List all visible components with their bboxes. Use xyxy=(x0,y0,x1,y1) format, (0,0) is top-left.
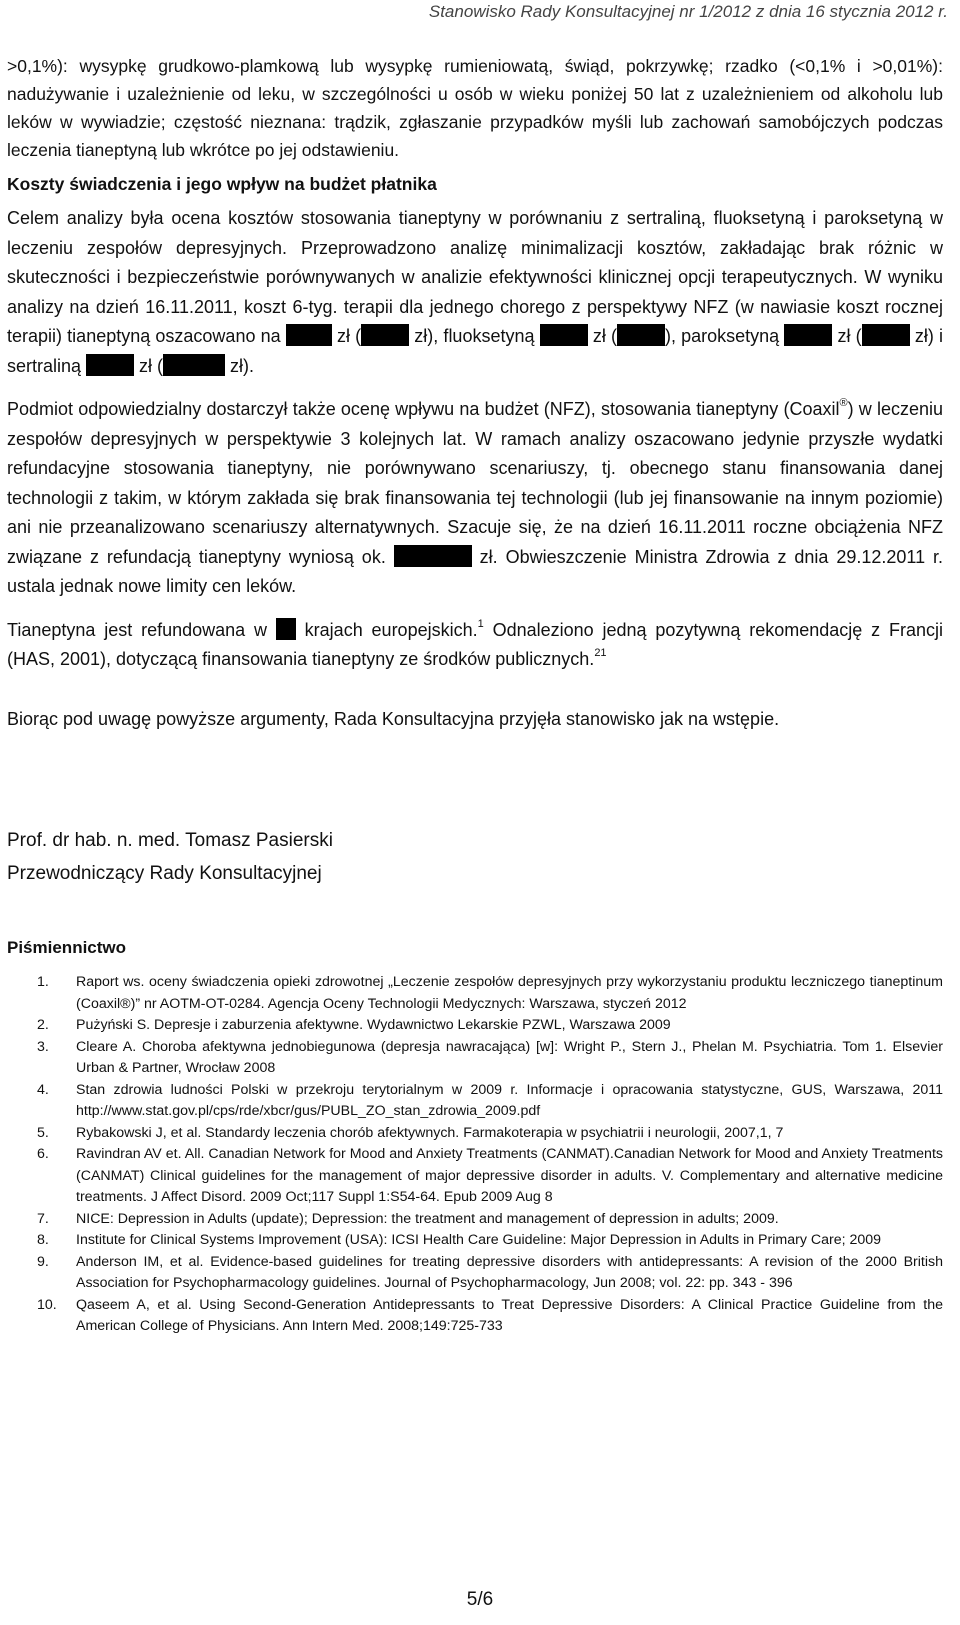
page-number: 5/6 xyxy=(466,1589,494,1610)
signature-role: Przewodniczący Rady Konsultacyjnej xyxy=(7,863,322,884)
redacted-box xyxy=(862,324,910,346)
paragraph-cost-analysis xyxy=(7,204,943,381)
reference-item: 6. Ravindran AV et. All. Canadian Network for Mood and Anxiety Treatments (CANMAT).Canadian Network for Mood and Anxiety Treatments (CANMAT) Clinical guidelines for the management of major depressive disorder in adults. V. Complementary and alternative medicine treatments. J Affect Disord. 2009 Oct;117 Suppl 1:S54-64. Epub 2009 Aug 8 xyxy=(37,1146,943,1205)
reference-item: 8. Institute for Clinical Systems Improvement (USA): ICSI Health Care Guideline: Major Depression in Adults in Primary Care; 2009 xyxy=(37,1232,882,1248)
paragraph-reimbursement xyxy=(7,616,943,675)
redacted-box xyxy=(361,324,409,346)
document-body xyxy=(7,52,943,1338)
redacted-box xyxy=(784,324,832,346)
footnote-ref: 1 xyxy=(477,617,484,630)
paragraph-budget-impact xyxy=(7,395,943,602)
reimb-text-1: Tianeptyna jest refundowana w xyxy=(7,619,276,640)
reference-item: 1. Raport ws. oceny świadczenia opieki zdrowotnej „Leczenie zespołów depresyjnych przy wykorzystaniu produktu leczniczego tianeptinum (Coaxil®)” nr AOTM-OT-0284. Agencja Oceny Technologii Medycznych: Warszawa, styczeń 2012 xyxy=(37,974,943,1012)
reference-item: 3. Cleare A. Choroba afektywna jednobiegunowa (depresja nawracająca) [w]: Wright P., Stern J., Phelan M. Psychiatria. Tom 1. Elsevier Urban & Partner, Wrocław 2008 xyxy=(37,1038,943,1076)
references-heading: Piśmiennictwo xyxy=(7,938,127,957)
cost-text-3: zł), fluoksetyną xyxy=(409,326,540,346)
section-heading-costs: Koszty świadczenia i jego wpływ na budżet płatnika xyxy=(7,174,437,194)
redacted-box xyxy=(163,354,225,376)
reference-item: 7. NICE: Depression in Adults (update); Depression: the treatment and management of depression in adults; 2009. xyxy=(37,1210,779,1227)
reference-item: 9. Anderson IM, et al. Evidence-based guidelines for treating depressive disorders with antidepressants: A revision of the 2000 British Association for Psychopharmacology guidelines. Journal of Psychopharmacology, Jun 2008; vol. 22: pp. 343 - 396 xyxy=(37,1253,943,1291)
redacted-box xyxy=(617,324,665,346)
redacted-box xyxy=(286,324,332,346)
running-header: Stanowisko Rady Konsultacyjnej nr 1/2012 z dnia 16 stycznia 2012 r. xyxy=(428,2,948,21)
references-list xyxy=(7,972,943,1338)
redacted-box xyxy=(394,545,472,567)
cost-text-1: Celem analizy była ocena kosztów stosowania tianeptyny w porównaniu z sertraliną, fluoksetyną i paroksetyną w leczeniu zespołów depresyjnych. Przeprowadzono analizę minimalizacji kosztów, zakładając brak różnic w skuteczności i bezpieczeństwie porównywanych w analizie efektywności klinicznej opcji terapeutycznych. W wyniku analizy na dzień 16.11.2011, koszt 6-tyg. terapii dla jednego chorego z perspektywy NFZ (w nawiasie koszt rocznej terapii) tianeptyną oszacowano na xyxy=(7,208,943,346)
reference-item: 4. Stan zdrowia ludności Polski w przekroju terytorialnym w 2009 r. Informacje i opracowania statystyczne, GUS, Warszawa, 2011 http://www.stat.gov.pl/cps/rde/xbcr/gus/PUBL_ZO_stan_zdrowia_2009.pdf xyxy=(37,1081,943,1119)
reimb-text-3: Odnaleziono jedną pozytywną rekomendację z Francji (HAS, 2001), dotyczącą finansowania tianeptyny ze środków publicznych. xyxy=(7,619,943,669)
cost-text-4: zł ( xyxy=(587,326,617,346)
reimb-text-2: krajach europejskich. xyxy=(295,619,478,640)
cost-text-9: zł). xyxy=(225,355,255,376)
paragraph-conclusion: Biorąc pod uwagę powyższe argumenty, Rada Konsultacyjna przyjęła stanowisko jak na wstępie. xyxy=(7,708,780,729)
cost-text-8: zł ( xyxy=(134,355,164,376)
paragraph-adverse-effects: >0,1%): wysypkę grudkowo-plamkową lub wysypkę rumieniowatą, świąd, pokrzywkę; rzadko (<0,1% i >0,01%): nadużywanie i uzależnienie od leku, w szczególności u osób w wieku poniżej 50 lat z uzależnieniem od alkoholu lub leków w wywiadzie; częstość nieznana: trądzik, zgłaszanie przypadków myśli lub zachowań samobójczych podczas leczenia tianeptyną lub wkrótce po jej odstawieniu. xyxy=(7,56,943,160)
registered-mark: ® xyxy=(839,397,848,409)
budget-text-2: ) w leczeniu zespołów depresyjnych w perspektywie 3 kolejnych lat. W ramach analizy oszacowano jedynie przyszłe wydatki refundacyjne stosowania tianeptyny, nie porównywano scenariuszy, tj. obecnego stanu finansowania danej technologii z takim, w którym zakłada się brak finansowania tej technologii (lub jej finansowanie na innym poziomie) ani nie przeanalizowano scenariuszy alternatywnych. Szacuje się, że na dzień 16.11.2011 roczne obciążenia NFZ związane z refundacją tianeptyny wyniosą ok. xyxy=(7,399,943,567)
redacted-box xyxy=(86,354,134,376)
cost-text-6: zł ( xyxy=(832,326,862,346)
cost-text-7: zł) i sertraliną xyxy=(7,326,943,376)
footnote-ref: 21 xyxy=(594,647,607,659)
reference-item: 2. Pużyński S. Depresje i zaburzenia afektywne. Wydawnictwo Lekarskie PZWL, Warszawa 2009 xyxy=(37,1017,671,1033)
budget-text-1: Podmiot odpowiedzialny dostarczył także ocenę wpływu na budżet (NFZ), stosowania tianeptyny (Coaxil xyxy=(7,399,840,419)
budget-text-3: zł. Obwieszczenie Ministra Zdrowia z dnia 29.12.2011 r. ustala jednak nowe limity cen leków. xyxy=(7,546,944,596)
redacted-box xyxy=(540,324,588,346)
signature-name: Prof. dr hab. n. med. Tomasz Pasierski xyxy=(7,830,333,851)
cost-text-2: zł ( xyxy=(331,326,362,346)
reference-item: 5. Rybakowski J, et al. Standardy leczenia chorób afektywnych. Farmakoterapia w psychiatrii i neurologii, 2007,1, 7 xyxy=(37,1124,784,1141)
reference-item: 10. Qaseem A, et al. Using Second-Generation Antidepressants to Treat Depressive Disorders: A Clinical Practice Guideline from the American College of Physicians. Ann Intern Med. 2008;149:725-733 xyxy=(37,1296,943,1334)
redacted-box xyxy=(276,618,296,640)
cost-text-5: ), paroksetyną xyxy=(664,326,785,346)
